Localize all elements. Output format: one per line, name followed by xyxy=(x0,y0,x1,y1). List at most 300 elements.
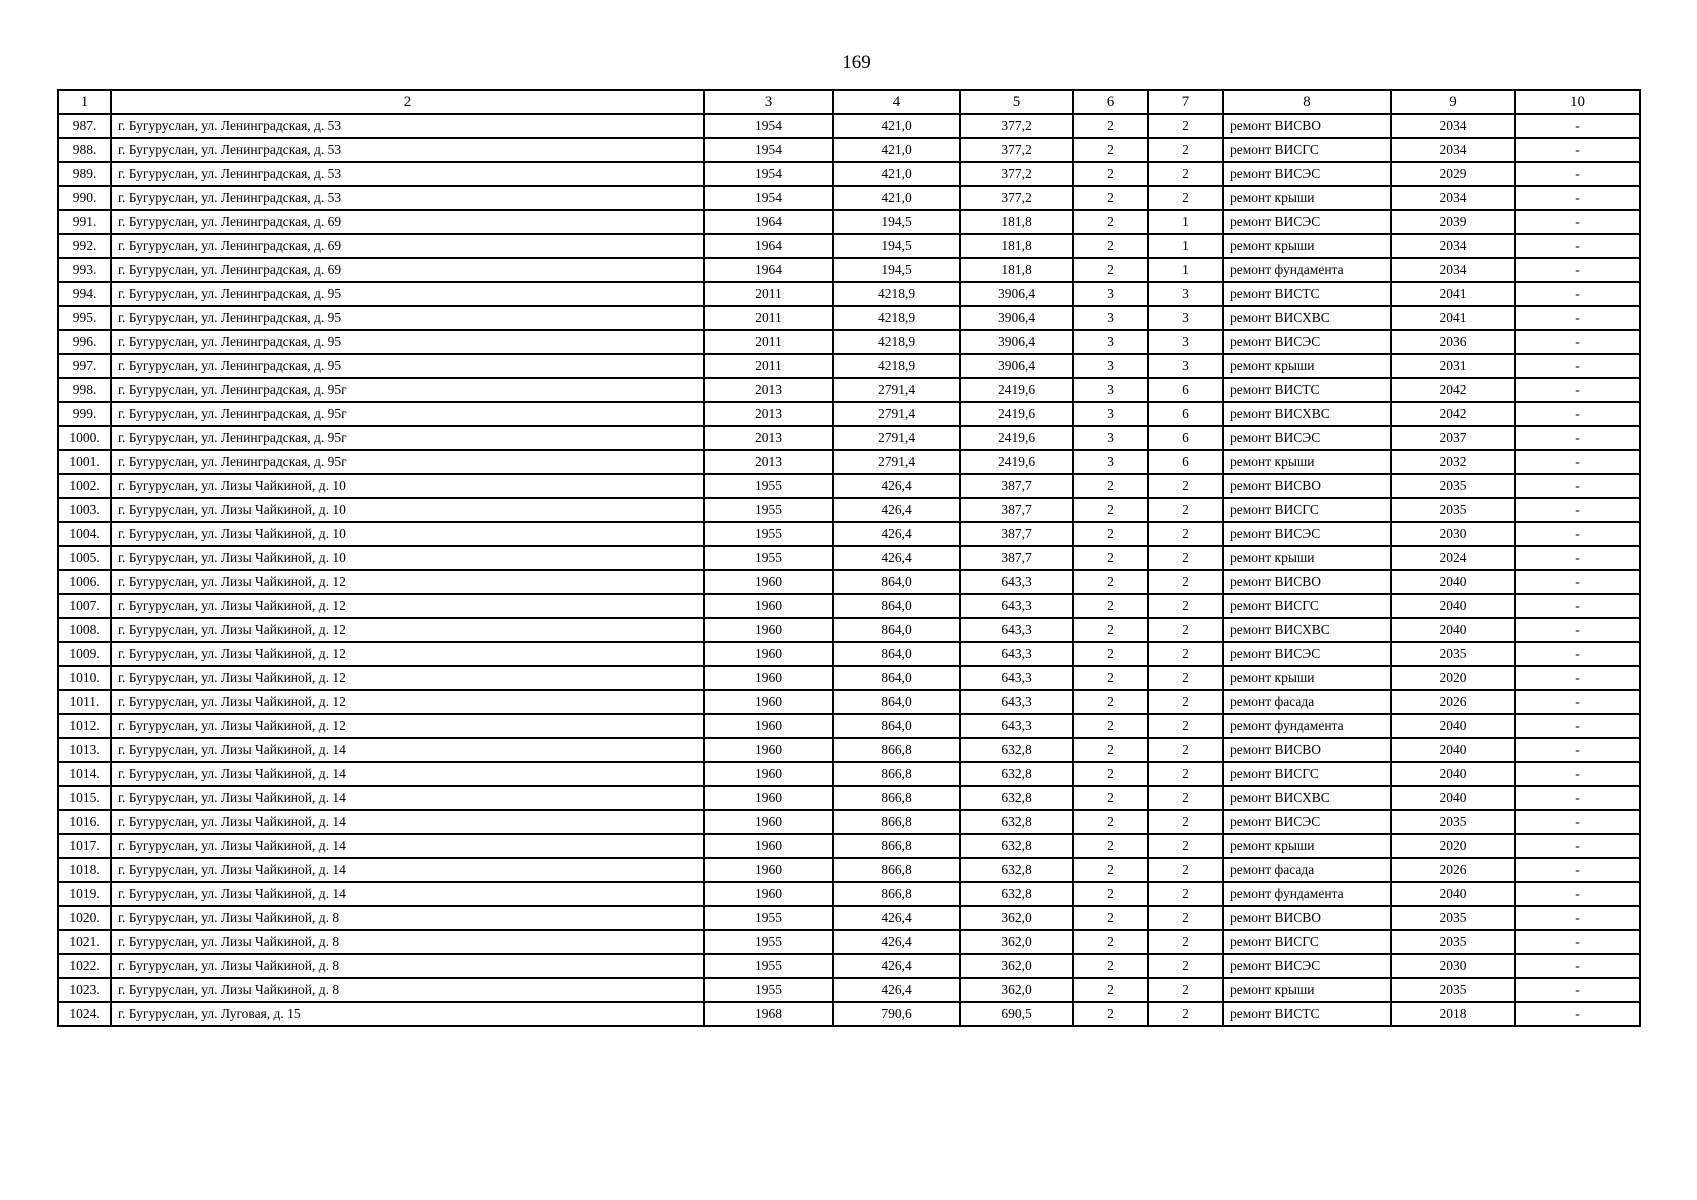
cell-floors: 2 xyxy=(1073,786,1148,810)
cell-note: - xyxy=(1515,834,1640,858)
cell-floors: 2 xyxy=(1073,810,1148,834)
cell-total-area: 864,0 xyxy=(833,594,960,618)
cell-address: г. Бугуруслан, ул. Ленинградская, д. 69 xyxy=(111,234,704,258)
table-row xyxy=(58,162,1640,186)
table-row xyxy=(58,930,1640,954)
cell-entrances: 2 xyxy=(1148,594,1223,618)
column-header: 7 xyxy=(1148,90,1223,114)
cell-address: г. Бугуруслан, ул. Ленинградская, д. 95г xyxy=(111,426,704,450)
cell-living-area: 643,3 xyxy=(960,714,1073,738)
cell-entrances: 2 xyxy=(1148,474,1223,498)
cell-address: г. Бугуруслан, ул. Лизы Чайкиной, д. 14 xyxy=(111,738,704,762)
cell-note: - xyxy=(1515,786,1640,810)
table-row xyxy=(58,978,1640,1002)
table-row xyxy=(58,330,1640,354)
cell-row-number: 991. xyxy=(58,210,111,234)
cell-work-type: ремонт фасада xyxy=(1223,690,1391,714)
registry-table xyxy=(57,89,1641,1027)
cell-year-built: 2013 xyxy=(704,402,833,426)
cell-work-type: ремонт ВИСЭС xyxy=(1223,810,1391,834)
cell-row-number: 1010. xyxy=(58,666,111,690)
cell-living-area: 387,7 xyxy=(960,498,1073,522)
cell-work-type: ремонт ВИСГС xyxy=(1223,138,1391,162)
cell-total-area: 4218,9 xyxy=(833,306,960,330)
cell-work-type: ремонт фундамента xyxy=(1223,714,1391,738)
cell-total-area: 194,5 xyxy=(833,210,960,234)
cell-entrances: 2 xyxy=(1148,810,1223,834)
cell-floors: 3 xyxy=(1073,402,1148,426)
cell-address: г. Бугуруслан, ул. Ленинградская, д. 53 xyxy=(111,138,704,162)
cell-floors: 2 xyxy=(1073,642,1148,666)
cell-living-area: 632,8 xyxy=(960,858,1073,882)
cell-address: г. Бугуруслан, ул. Ленинградская, д. 95г xyxy=(111,402,704,426)
cell-address: г. Бугуруслан, ул. Лизы Чайкиной, д. 12 xyxy=(111,714,704,738)
cell-total-area: 426,4 xyxy=(833,498,960,522)
table-row xyxy=(58,282,1640,306)
cell-year-built: 2011 xyxy=(704,354,833,378)
cell-work-type: ремонт крыши xyxy=(1223,354,1391,378)
cell-planned-year: 2040 xyxy=(1391,618,1515,642)
cell-entrances: 2 xyxy=(1148,906,1223,930)
cell-planned-year: 2035 xyxy=(1391,906,1515,930)
cell-entrances: 2 xyxy=(1148,618,1223,642)
cell-note: - xyxy=(1515,618,1640,642)
cell-total-area: 421,0 xyxy=(833,114,960,138)
cell-total-area: 864,0 xyxy=(833,642,960,666)
cell-total-area: 426,4 xyxy=(833,906,960,930)
cell-address: г. Бугуруслан, ул. Ленинградская, д. 53 xyxy=(111,114,704,138)
table-row xyxy=(58,474,1640,498)
cell-planned-year: 2040 xyxy=(1391,738,1515,762)
cell-row-number: 992. xyxy=(58,234,111,258)
cell-floors: 2 xyxy=(1073,738,1148,762)
cell-note: - xyxy=(1515,378,1640,402)
cell-living-area: 377,2 xyxy=(960,138,1073,162)
cell-work-type: ремонт крыши xyxy=(1223,546,1391,570)
cell-address: г. Бугуруслан, ул. Ленинградская, д. 95 xyxy=(111,282,704,306)
table-row xyxy=(58,186,1640,210)
cell-total-area: 866,8 xyxy=(833,858,960,882)
cell-total-area: 866,8 xyxy=(833,738,960,762)
cell-work-type: ремонт ВИСВО xyxy=(1223,114,1391,138)
column-header: 9 xyxy=(1391,90,1515,114)
cell-address: г. Бугуруслан, ул. Лизы Чайкиной, д. 14 xyxy=(111,882,704,906)
table-row xyxy=(58,570,1640,594)
cell-total-area: 421,0 xyxy=(833,186,960,210)
cell-note: - xyxy=(1515,282,1640,306)
cell-note: - xyxy=(1515,474,1640,498)
cell-row-number: 1014. xyxy=(58,762,111,786)
cell-planned-year: 2034 xyxy=(1391,258,1515,282)
cell-floors: 3 xyxy=(1073,354,1148,378)
cell-year-built: 1960 xyxy=(704,738,833,762)
cell-row-number: 1009. xyxy=(58,642,111,666)
cell-entrances: 2 xyxy=(1148,690,1223,714)
table-row xyxy=(58,498,1640,522)
cell-entrances: 2 xyxy=(1148,114,1223,138)
cell-floors: 2 xyxy=(1073,930,1148,954)
table-body xyxy=(58,114,1640,1026)
cell-floors: 3 xyxy=(1073,306,1148,330)
table-row xyxy=(58,738,1640,762)
cell-work-type: ремонт ВИСЭС xyxy=(1223,426,1391,450)
cell-total-area: 426,4 xyxy=(833,930,960,954)
cell-floors: 2 xyxy=(1073,618,1148,642)
cell-entrances: 2 xyxy=(1148,666,1223,690)
cell-entrances: 3 xyxy=(1148,354,1223,378)
cell-work-type: ремонт ВИСВО xyxy=(1223,474,1391,498)
cell-total-area: 864,0 xyxy=(833,690,960,714)
cell-planned-year: 2035 xyxy=(1391,642,1515,666)
cell-year-built: 1954 xyxy=(704,186,833,210)
cell-planned-year: 2040 xyxy=(1391,882,1515,906)
cell-planned-year: 2024 xyxy=(1391,546,1515,570)
cell-planned-year: 2020 xyxy=(1391,834,1515,858)
cell-total-area: 426,4 xyxy=(833,978,960,1002)
cell-total-area: 421,0 xyxy=(833,162,960,186)
cell-address: г. Бугуруслан, ул. Ленинградская, д. 95 xyxy=(111,330,704,354)
cell-row-number: 1024. xyxy=(58,1002,111,1026)
cell-floors: 2 xyxy=(1073,1002,1148,1026)
cell-living-area: 3906,4 xyxy=(960,330,1073,354)
cell-note: - xyxy=(1515,978,1640,1002)
cell-total-area: 2791,4 xyxy=(833,402,960,426)
table-row xyxy=(58,210,1640,234)
cell-total-area: 864,0 xyxy=(833,714,960,738)
cell-living-area: 377,2 xyxy=(960,186,1073,210)
cell-year-built: 1960 xyxy=(704,642,833,666)
cell-note: - xyxy=(1515,810,1640,834)
column-header: 3 xyxy=(704,90,833,114)
cell-entrances: 1 xyxy=(1148,210,1223,234)
cell-note: - xyxy=(1515,882,1640,906)
cell-total-area: 864,0 xyxy=(833,666,960,690)
cell-total-area: 4218,9 xyxy=(833,282,960,306)
cell-total-area: 426,4 xyxy=(833,474,960,498)
cell-note: - xyxy=(1515,690,1640,714)
cell-work-type: ремонт ВИСГС xyxy=(1223,930,1391,954)
cell-planned-year: 2035 xyxy=(1391,474,1515,498)
cell-total-area: 4218,9 xyxy=(833,354,960,378)
cell-year-built: 2013 xyxy=(704,426,833,450)
cell-total-area: 790,6 xyxy=(833,1002,960,1026)
cell-planned-year: 2035 xyxy=(1391,978,1515,1002)
cell-planned-year: 2040 xyxy=(1391,594,1515,618)
cell-floors: 2 xyxy=(1073,834,1148,858)
cell-living-area: 2419,6 xyxy=(960,450,1073,474)
cell-year-built: 1954 xyxy=(704,162,833,186)
cell-note: - xyxy=(1515,138,1640,162)
cell-note: - xyxy=(1515,210,1640,234)
cell-address: г. Бугуруслан, ул. Лизы Чайкиной, д. 12 xyxy=(111,570,704,594)
cell-note: - xyxy=(1515,906,1640,930)
cell-work-type: ремонт ВИСВО xyxy=(1223,570,1391,594)
cell-living-area: 643,3 xyxy=(960,666,1073,690)
cell-address: г. Бугуруслан, ул. Лизы Чайкиной, д. 12 xyxy=(111,690,704,714)
cell-planned-year: 2020 xyxy=(1391,666,1515,690)
cell-total-area: 194,5 xyxy=(833,234,960,258)
table-row xyxy=(58,594,1640,618)
cell-work-type: ремонт ВИСТС xyxy=(1223,282,1391,306)
cell-entrances: 6 xyxy=(1148,426,1223,450)
cell-total-area: 864,0 xyxy=(833,618,960,642)
cell-living-area: 377,2 xyxy=(960,114,1073,138)
cell-row-number: 987. xyxy=(58,114,111,138)
cell-total-area: 2791,4 xyxy=(833,378,960,402)
cell-floors: 3 xyxy=(1073,330,1148,354)
cell-living-area: 362,0 xyxy=(960,906,1073,930)
cell-year-built: 1955 xyxy=(704,906,833,930)
cell-living-area: 181,8 xyxy=(960,210,1073,234)
cell-address: г. Бугуруслан, ул. Лизы Чайкиной, д. 14 xyxy=(111,762,704,786)
cell-planned-year: 2036 xyxy=(1391,330,1515,354)
cell-year-built: 1960 xyxy=(704,666,833,690)
cell-planned-year: 2034 xyxy=(1391,186,1515,210)
cell-living-area: 643,3 xyxy=(960,618,1073,642)
cell-living-area: 387,7 xyxy=(960,522,1073,546)
cell-year-built: 1964 xyxy=(704,210,833,234)
cell-entrances: 2 xyxy=(1148,162,1223,186)
cell-total-area: 866,8 xyxy=(833,786,960,810)
cell-work-type: ремонт ВИСЭС xyxy=(1223,954,1391,978)
cell-living-area: 632,8 xyxy=(960,786,1073,810)
cell-living-area: 632,8 xyxy=(960,738,1073,762)
cell-living-area: 3906,4 xyxy=(960,306,1073,330)
table-row xyxy=(58,690,1640,714)
cell-planned-year: 2041 xyxy=(1391,306,1515,330)
cell-entrances: 2 xyxy=(1148,138,1223,162)
table-row xyxy=(58,306,1640,330)
cell-row-number: 996. xyxy=(58,330,111,354)
cell-work-type: ремонт ВИСЭС xyxy=(1223,162,1391,186)
cell-note: - xyxy=(1515,306,1640,330)
cell-row-number: 1005. xyxy=(58,546,111,570)
column-header: 5 xyxy=(960,90,1073,114)
cell-living-area: 632,8 xyxy=(960,882,1073,906)
table-row xyxy=(58,258,1640,282)
cell-address: г. Бугуруслан, ул. Ленинградская, д. 69 xyxy=(111,258,704,282)
table-row xyxy=(58,762,1640,786)
cell-living-area: 2419,6 xyxy=(960,402,1073,426)
cell-work-type: ремонт фундамента xyxy=(1223,258,1391,282)
cell-year-built: 1964 xyxy=(704,234,833,258)
table-row xyxy=(58,906,1640,930)
cell-address: г. Бугуруслан, ул. Лизы Чайкиной, д. 10 xyxy=(111,522,704,546)
table-row xyxy=(58,450,1640,474)
cell-year-built: 1955 xyxy=(704,930,833,954)
cell-living-area: 690,5 xyxy=(960,1002,1073,1026)
cell-work-type: ремонт ВИСХВС xyxy=(1223,786,1391,810)
cell-planned-year: 2040 xyxy=(1391,762,1515,786)
cell-row-number: 1020. xyxy=(58,906,111,930)
cell-row-number: 997. xyxy=(58,354,111,378)
cell-entrances: 2 xyxy=(1148,954,1223,978)
cell-address: г. Бугуруслан, ул. Лизы Чайкиной, д. 10 xyxy=(111,546,704,570)
cell-address: г. Бугуруслан, ул. Лизы Чайкиной, д. 10 xyxy=(111,498,704,522)
cell-total-area: 866,8 xyxy=(833,810,960,834)
cell-living-area: 643,3 xyxy=(960,594,1073,618)
cell-address: г. Бугуруслан, ул. Лизы Чайкиной, д. 14 xyxy=(111,810,704,834)
cell-entrances: 2 xyxy=(1148,186,1223,210)
cell-row-number: 1018. xyxy=(58,858,111,882)
table-row xyxy=(58,786,1640,810)
table-row xyxy=(58,618,1640,642)
cell-entrances: 3 xyxy=(1148,330,1223,354)
table-row xyxy=(58,642,1640,666)
cell-living-area: 643,3 xyxy=(960,570,1073,594)
cell-floors: 2 xyxy=(1073,234,1148,258)
cell-entrances: 2 xyxy=(1148,834,1223,858)
cell-living-area: 181,8 xyxy=(960,258,1073,282)
table-row xyxy=(58,810,1640,834)
cell-work-type: ремонт крыши xyxy=(1223,186,1391,210)
column-header: 4 xyxy=(833,90,960,114)
column-header: 8 xyxy=(1223,90,1391,114)
cell-work-type: ремонт крыши xyxy=(1223,834,1391,858)
cell-year-built: 1960 xyxy=(704,786,833,810)
cell-address: г. Бугуруслан, ул. Ленинградская, д. 95 xyxy=(111,354,704,378)
cell-living-area: 2419,6 xyxy=(960,426,1073,450)
cell-floors: 2 xyxy=(1073,906,1148,930)
cell-row-number: 1008. xyxy=(58,618,111,642)
cell-living-area: 181,8 xyxy=(960,234,1073,258)
cell-work-type: ремонт ВИСЭС xyxy=(1223,522,1391,546)
cell-address: г. Бугуруслан, ул. Ленинградская, д. 95г xyxy=(111,378,704,402)
cell-note: - xyxy=(1515,162,1640,186)
cell-address: г. Бугуруслан, ул. Лизы Чайкиной, д. 10 xyxy=(111,474,704,498)
cell-year-built: 1960 xyxy=(704,810,833,834)
cell-entrances: 6 xyxy=(1148,402,1223,426)
cell-row-number: 1001. xyxy=(58,450,111,474)
cell-planned-year: 2035 xyxy=(1391,498,1515,522)
column-header: 10 xyxy=(1515,90,1640,114)
cell-address: г. Бугуруслан, ул. Лизы Чайкиной, д. 8 xyxy=(111,906,704,930)
cell-planned-year: 2030 xyxy=(1391,954,1515,978)
cell-year-built: 1960 xyxy=(704,762,833,786)
cell-work-type: ремонт крыши xyxy=(1223,450,1391,474)
header-row xyxy=(58,90,1640,114)
cell-row-number: 999. xyxy=(58,402,111,426)
cell-note: - xyxy=(1515,258,1640,282)
cell-entrances: 2 xyxy=(1148,714,1223,738)
page-number: 169 xyxy=(842,52,871,73)
cell-floors: 2 xyxy=(1073,474,1148,498)
cell-entrances: 2 xyxy=(1148,930,1223,954)
cell-year-built: 1954 xyxy=(704,138,833,162)
cell-entrances: 6 xyxy=(1148,450,1223,474)
table-row xyxy=(58,834,1640,858)
cell-floors: 2 xyxy=(1073,210,1148,234)
cell-planned-year: 2042 xyxy=(1391,402,1515,426)
table-row xyxy=(58,138,1640,162)
cell-total-area: 421,0 xyxy=(833,138,960,162)
cell-living-area: 2419,6 xyxy=(960,378,1073,402)
cell-floors: 2 xyxy=(1073,762,1148,786)
cell-living-area: 362,0 xyxy=(960,954,1073,978)
cell-note: - xyxy=(1515,450,1640,474)
cell-address: г. Бугуруслан, ул. Ленинградская, д. 53 xyxy=(111,186,704,210)
table-row xyxy=(58,882,1640,906)
cell-note: - xyxy=(1515,954,1640,978)
cell-row-number: 1019. xyxy=(58,882,111,906)
cell-row-number: 1003. xyxy=(58,498,111,522)
cell-address: г. Бугуруслан, ул. Ленинградская, д. 95г xyxy=(111,450,704,474)
cell-total-area: 864,0 xyxy=(833,570,960,594)
cell-entrances: 2 xyxy=(1148,522,1223,546)
cell-note: - xyxy=(1515,570,1640,594)
cell-entrances: 1 xyxy=(1148,258,1223,282)
cell-year-built: 1960 xyxy=(704,882,833,906)
cell-floors: 2 xyxy=(1073,882,1148,906)
cell-floors: 2 xyxy=(1073,570,1148,594)
cell-work-type: ремонт ВИСГС xyxy=(1223,498,1391,522)
cell-note: - xyxy=(1515,114,1640,138)
cell-year-built: 1955 xyxy=(704,546,833,570)
cell-planned-year: 2031 xyxy=(1391,354,1515,378)
cell-row-number: 998. xyxy=(58,378,111,402)
cell-living-area: 632,8 xyxy=(960,834,1073,858)
cell-planned-year: 2030 xyxy=(1391,522,1515,546)
cell-total-area: 2791,4 xyxy=(833,450,960,474)
cell-note: - xyxy=(1515,858,1640,882)
cell-planned-year: 2018 xyxy=(1391,1002,1515,1026)
cell-floors: 2 xyxy=(1073,258,1148,282)
cell-work-type: ремонт ВИСВО xyxy=(1223,738,1391,762)
cell-planned-year: 2026 xyxy=(1391,858,1515,882)
cell-planned-year: 2034 xyxy=(1391,234,1515,258)
cell-address: г. Бугуруслан, ул. Лизы Чайкиной, д. 12 xyxy=(111,618,704,642)
cell-address: г. Бугуруслан, ул. Лизы Чайкиной, д. 8 xyxy=(111,978,704,1002)
cell-note: - xyxy=(1515,402,1640,426)
cell-work-type: ремонт ВИСГС xyxy=(1223,594,1391,618)
cell-floors: 3 xyxy=(1073,450,1148,474)
table-row xyxy=(58,378,1640,402)
cell-row-number: 1006. xyxy=(58,570,111,594)
cell-work-type: ремонт ВИСЭС xyxy=(1223,210,1391,234)
cell-row-number: 1002. xyxy=(58,474,111,498)
cell-year-built: 1955 xyxy=(704,498,833,522)
cell-total-area: 194,5 xyxy=(833,258,960,282)
cell-year-built: 2011 xyxy=(704,282,833,306)
cell-year-built: 1960 xyxy=(704,858,833,882)
cell-year-built: 1955 xyxy=(704,522,833,546)
cell-row-number: 988. xyxy=(58,138,111,162)
table-row xyxy=(58,546,1640,570)
table-row xyxy=(58,954,1640,978)
cell-floors: 3 xyxy=(1073,282,1148,306)
cell-total-area: 426,4 xyxy=(833,522,960,546)
cell-row-number: 1022. xyxy=(58,954,111,978)
cell-planned-year: 2034 xyxy=(1391,138,1515,162)
cell-entrances: 2 xyxy=(1148,762,1223,786)
cell-entrances: 2 xyxy=(1148,1002,1223,1026)
table-row xyxy=(58,426,1640,450)
cell-floors: 2 xyxy=(1073,978,1148,1002)
cell-address: г. Бугуруслан, ул. Лизы Чайкиной, д. 14 xyxy=(111,786,704,810)
cell-floors: 2 xyxy=(1073,858,1148,882)
cell-total-area: 866,8 xyxy=(833,834,960,858)
cell-floors: 2 xyxy=(1073,690,1148,714)
cell-note: - xyxy=(1515,1002,1640,1026)
cell-note: - xyxy=(1515,594,1640,618)
cell-entrances: 2 xyxy=(1148,786,1223,810)
cell-note: - xyxy=(1515,330,1640,354)
cell-work-type: ремонт ВИСТС xyxy=(1223,378,1391,402)
cell-note: - xyxy=(1515,186,1640,210)
cell-note: - xyxy=(1515,738,1640,762)
cell-year-built: 1954 xyxy=(704,114,833,138)
cell-entrances: 3 xyxy=(1148,306,1223,330)
